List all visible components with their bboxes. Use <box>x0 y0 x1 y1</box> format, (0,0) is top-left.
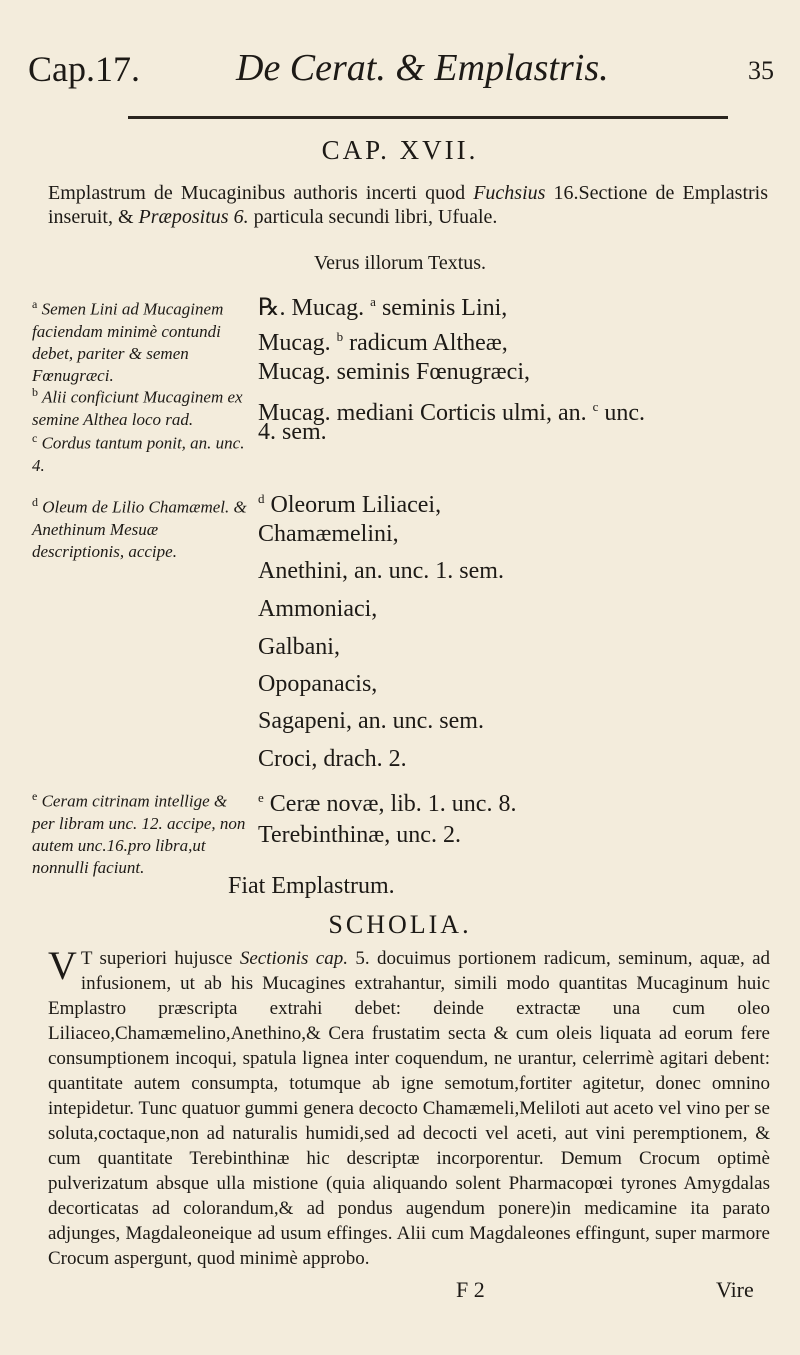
recipe-line <box>258 669 377 699</box>
note-text: Oleum de Lilio Chamæmel. & Anethinum Mesuæ descriptionis, accipe. <box>32 497 247 561</box>
scholia-part2: 5. docuimus portionem radicum, seminum, aquæ, ad infusionem, ut ab his Mucagines extrahantur, simili modo quantitas Mucaginum huic Emplastro præscripta extrahi debet: deinde extractæ una cum oleo Liliaceo,Chamæmelino,Anethino,& Cera frustatim secta & cum oleis liquata ad eorum fere consumptionem incoqui, spatula lignea inter coquendum, ne urantur, celerrimè agitari debent: quantitate autem consumpta, totumque ab igne semotum,fortiter agitetur, donec omnino intepidetur. Tunc quatuor gummi genera decocto Chamæmeli,Meliloti aut aceto vel vino per se soluta,coctaque,non ad naturalis humidi,sed ad decocti vel aceti, aut vini peremptionem, & cum quantitate Terebinthinæ hic descriptæ incorporentur. Demum Crocum optimè pulverizatum absque ulla mistione (quia aliquando solent Pharmacopœi tyrones Amygdalas decorticatas ad colorandum,& ad pondus augendum ponere)in medicamine ita parato adjunges, Magdaleoneique ad usum effinges. Alii cum Magdaleones effingunt, super marmore Crocum aspergunt, quod minimè approbo. <box>48 948 771 1269</box>
note-marker: b <box>32 385 38 399</box>
recipe-line <box>258 322 508 358</box>
recipe-text: radicum Altheæ, <box>349 330 508 356</box>
page-number: 35 <box>748 56 774 85</box>
scholia-paragraph <box>48 943 771 1271</box>
recipe-line <box>258 632 340 662</box>
recipe-line <box>258 519 399 549</box>
recipe-text: Oleorum Liliacei, <box>270 492 442 518</box>
intro-prep: Præpositus 6. <box>138 206 249 228</box>
drop-cap: V <box>48 943 77 988</box>
recipe-marker: e <box>258 790 264 805</box>
margin-note-c <box>32 427 252 477</box>
note-marker: a <box>32 297 38 311</box>
recipe-text: Croci, drach. 2. <box>258 746 407 772</box>
section-subtitle: Verus illorum Textus. <box>313 252 487 274</box>
recipe-text: Opopanacis, <box>258 671 378 697</box>
note-text: Cordus tantum ponit, an. unc. 4. <box>32 433 245 475</box>
chapter-title: CAP. XVII. <box>321 135 479 165</box>
recipe-text: Galbani, <box>258 634 340 660</box>
recipe-text: 4. sem. <box>258 419 327 445</box>
recipe-line <box>258 744 407 774</box>
recipe-text: Sagapeni, an. unc. sem. <box>258 708 484 734</box>
scholia-heading: SCHOLIA. <box>328 910 472 939</box>
intro-ending: particula secundi libri, Ufuale. <box>253 206 498 228</box>
recipe-line <box>258 594 377 624</box>
recipe-text: Chamæmelini, <box>258 521 399 547</box>
margin-note-b <box>32 381 252 431</box>
note-text: Ceram citrinam intellige & per libram unc. 12. accipe, non autem unc.16.pro libra,ut nonnulli faciunt. <box>32 791 246 877</box>
recipe-conclusion: Fiat Emplastrum. <box>228 873 395 899</box>
margin-note-d <box>32 491 252 563</box>
recipe-tail-marker: c <box>592 399 599 414</box>
recipe-line <box>258 783 516 819</box>
recipe-prefix: Mucag. <box>258 330 331 356</box>
recipe-text: Anethini, an. unc. 1. sem. <box>258 558 504 584</box>
margin-note-a <box>32 293 252 387</box>
note-text: Semen Lini ad Mucaginem faciendam minimè contundi debet, pariter & semen Fœnugræci. <box>32 299 224 385</box>
margin-note-e <box>32 785 252 879</box>
note-marker: d <box>32 495 38 509</box>
recipe-marker: b <box>336 329 344 344</box>
recipe-tail: unc. <box>604 400 646 426</box>
recipe-line <box>258 556 504 586</box>
recipe-line <box>258 417 327 447</box>
signature-mark: F 2 <box>456 1277 485 1302</box>
recipe-line <box>258 287 507 323</box>
recipe-text: Mucag. seminis Fœnugræci, <box>258 359 530 385</box>
recipe-marker: d <box>258 491 265 506</box>
note-marker: e <box>32 789 38 803</box>
catchword: Vire <box>716 1277 754 1302</box>
scholia-part1: T superiori hujusce <box>80 948 233 969</box>
note-text: Alii conficiunt Mucaginem ex semine Althea loco rad. <box>32 387 243 429</box>
recipe-line <box>258 706 484 736</box>
recipe-prefix: ℞. Mucag. <box>258 295 365 321</box>
intro-before-author: Emplastrum de Mucaginibus authoris incerti quod <box>48 182 466 204</box>
recipe-text: Ammoniaci, <box>258 596 378 622</box>
running-head-title: De Cerat. & Emplastris. <box>236 47 609 89</box>
recipe-text: seminis Lini, <box>381 295 508 321</box>
recipe-line <box>258 484 441 520</box>
running-head-chapter: Cap.17. <box>28 49 140 89</box>
recipe-text: Ceræ novæ, lib. 1. unc. 8. <box>269 791 517 817</box>
recipe-text: Terebinthinæ, unc. 2. <box>258 822 461 848</box>
intro-after-author: 16.Sectione de Emplastris inseruit, & <box>48 182 769 228</box>
intro-paragraph <box>48 181 768 229</box>
recipe-text: Mucag. mediani Corticis ulmi, an. <box>258 400 587 426</box>
header-rule <box>128 116 728 119</box>
scholia-ref: Sectionis cap. <box>239 948 348 969</box>
intro-author: Fuchsius <box>473 182 546 204</box>
recipe-line <box>258 820 461 850</box>
recipe-line <box>258 357 530 387</box>
note-marker: c <box>32 431 38 445</box>
recipe-marker: a <box>370 294 376 309</box>
